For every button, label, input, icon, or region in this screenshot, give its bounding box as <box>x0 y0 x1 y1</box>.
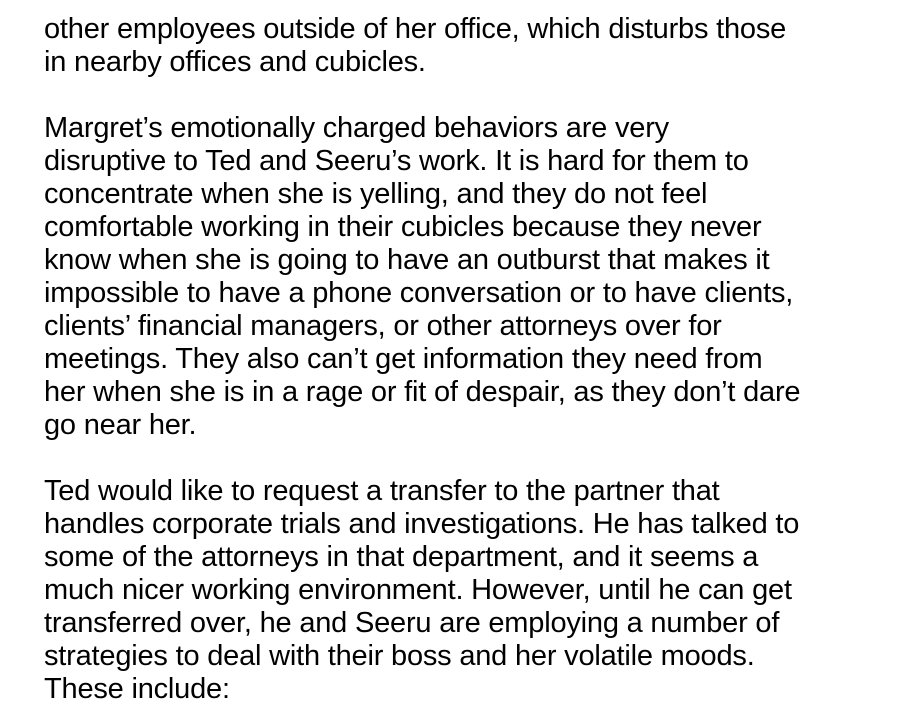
text-line: handles corporate trials and investigations. He has talked to <box>44 508 800 540</box>
text-line: transferred over, he and Seeru are employing a number of <box>44 607 780 639</box>
text-line: in nearby offices and cubicles. <box>44 46 426 78</box>
text-line: disruptive to Ted and Seeru’s work. It is hard for them to <box>44 145 749 177</box>
text-line: comfortable working in their cubicles because they never <box>44 211 762 243</box>
text-line: meetings. They also can’t get information they need from <box>44 343 763 375</box>
paragraph-gap <box>44 79 910 112</box>
text-line: Ted would like to request a transfer to the partner that <box>44 475 720 507</box>
paragraph-2 <box>44 112 910 442</box>
text-line: much nicer working environment. However, until he can get <box>44 574 792 606</box>
document-body <box>44 13 910 706</box>
text-line: go near her. <box>44 409 197 441</box>
text-line: Margret’s emotionally charged behaviors are very <box>44 112 669 144</box>
text-line: concentrate when she is yelling, and they do not feel <box>44 178 708 210</box>
paragraph-3 <box>44 475 910 706</box>
text-line: her when she is in a rage or fit of despair, as they don’t dare <box>44 376 801 408</box>
text-line: impossible to have a phone conversation or to have clients, <box>44 277 794 309</box>
text-line: some of the attorneys in that department, and it seems a <box>44 541 759 573</box>
text-line: other employees outside of her office, which disturbs those <box>44 13 787 45</box>
text-line: These include: <box>44 673 230 705</box>
text-line: clients’ financial managers, or other attorneys over for <box>44 310 722 342</box>
text-line: strategies to deal with their boss and her volatile moods. <box>44 640 755 672</box>
paragraph-gap <box>44 442 910 475</box>
paragraph-1 <box>44 13 910 79</box>
text-line: know when she is going to have an outburst that makes it <box>44 244 770 276</box>
